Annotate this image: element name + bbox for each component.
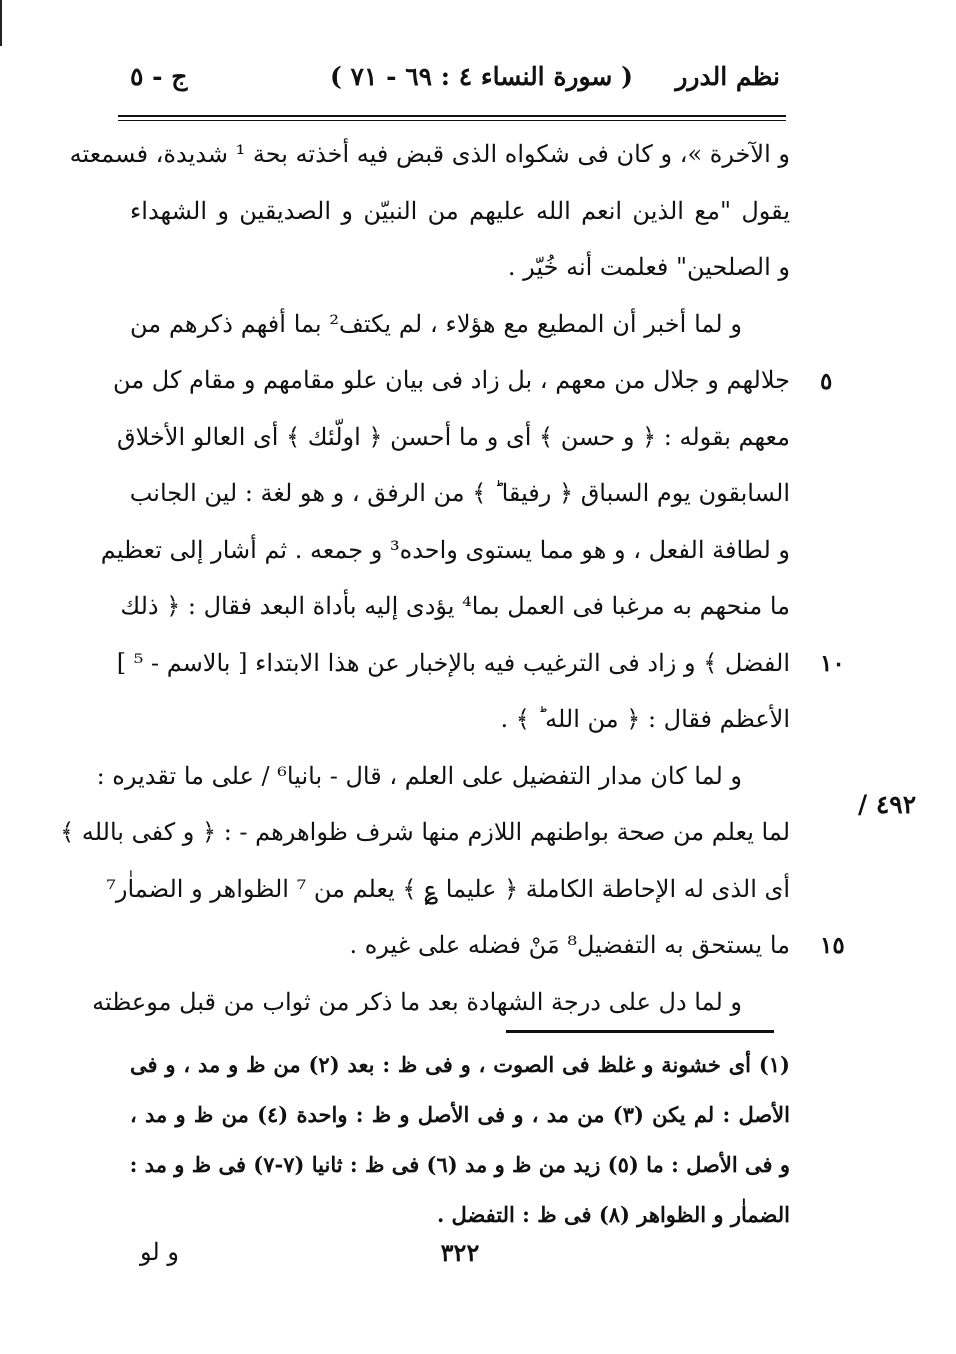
margin-folio-reference: ٤٩٢ /	[858, 790, 917, 819]
header-rule-thin	[118, 120, 786, 121]
text-line: يقول "مع الذين انعم الله عليهم من النبيّن و الصديقين و الشهداء	[130, 196, 790, 225]
main-text	[60, 126, 790, 1030]
footnote-line: (١) أى خشونة و غلظ فى الصوت ، و فى ظ : بعد (٢) من ظ و مد ، و فى	[130, 1052, 790, 1077]
text-line: معهم بقوله : ﴿ و حسن ﴾ أى و ما أحسن ﴿ اولّئك ﴾ أى العالو الأخلاق	[117, 422, 790, 451]
footnote-line: و فى الأصل : ما (٥) زيد من ظ و مد (٦) فى ظ : ثانيا (٧-٧) فى ظ و مد :	[129, 1152, 790, 1177]
footnote-line: الأصل : لم يكن (٣) من مد ، و فى الأصل و ظ : واحدة (٤) من ظ و مد ،	[130, 1102, 790, 1127]
line-number-5: ٥	[820, 368, 833, 395]
text-line: الأعظم فقال : ﴿ من الله ؕ ﴾ .	[500, 705, 790, 733]
text-line: لما يعلم من صحة بواطنهم اللازم منها شرف ظواهرهم - : ﴿ و كفى بالله ﴾	[60, 818, 790, 846]
header-rule-thick	[118, 115, 786, 117]
text-line: و لما كان مدار التفضيل على العلم ، قال - بانيا⁶ / على ما تقديره :	[96, 761, 742, 790]
text-line: و الصلحين" فعلمت أنه خُيّر .	[507, 253, 790, 281]
scan-edge-mark	[0, 0, 2, 46]
line-number-10: ١٠	[820, 650, 845, 677]
footnote-line: الضماٰر و الظواهر (٨) فى ظ : التفضل .	[436, 1202, 790, 1227]
text-line: جلالهم و جلال من معهم ، بل زاد فى بيان علو مقامهم و مقام كل من	[113, 366, 790, 394]
text-line: الفضل ﴾ و زاد فى الترغيب فيه بالإخبار عن هذا الابتداء [ بالاسم - ⁵ ]	[116, 648, 790, 677]
text-line: السابقون يوم السباق ﴿ رفيقا ؕ ﴾ من الرفق ، و هو لغة : لين الجانب	[129, 479, 790, 507]
text-line: أى الذى له الإحاطة الكاملة ﴿ عليما ؏ ﴾ يعلم من ⁷ الظواهر و الضماٰر⁷	[106, 874, 790, 903]
line-number-15: ١٥	[820, 932, 845, 959]
text-line: و لما أخبر أن المطيع مع هؤلاء ، لم يكتف² بما أفهم ذكرهم من	[130, 309, 743, 338]
header-surah-reference: ( سورة النساء ٤ : ٦٩ - ٧١ )	[330, 62, 633, 91]
header-volume: ج - ٥	[130, 62, 188, 91]
page-number: ٣٢٢	[440, 1238, 480, 1267]
footnotes	[130, 1040, 790, 1240]
footnote-rule	[506, 1030, 774, 1033]
text-line: و لطافة الفعل ، و هو مما يستوى واحده³ و جمعه . ثم أشار إلى تعظيم	[100, 535, 790, 564]
running-header	[130, 62, 780, 106]
catchword: و لو	[140, 1238, 179, 1266]
text-line: و لما دل على درجة الشهادة بعد ما ذكر من ثواب من قبل موعظته	[92, 987, 742, 1016]
text-line: ما يستحق به التفضيل⁸ مَنْ فضله على غيره .	[349, 931, 790, 959]
text-line: ما منحهم به مرغبا فى العمل بما⁴ يؤدى إليه بأداة البعد فقال : ﴿ ذلك	[120, 592, 790, 620]
header-book-title: نظم الدرر	[675, 62, 780, 91]
text-line: و الآخرة »، و كان فى شكواه الذى قبض فيه أخذته بحة ¹ شديدة، فسمعته	[69, 140, 790, 168]
